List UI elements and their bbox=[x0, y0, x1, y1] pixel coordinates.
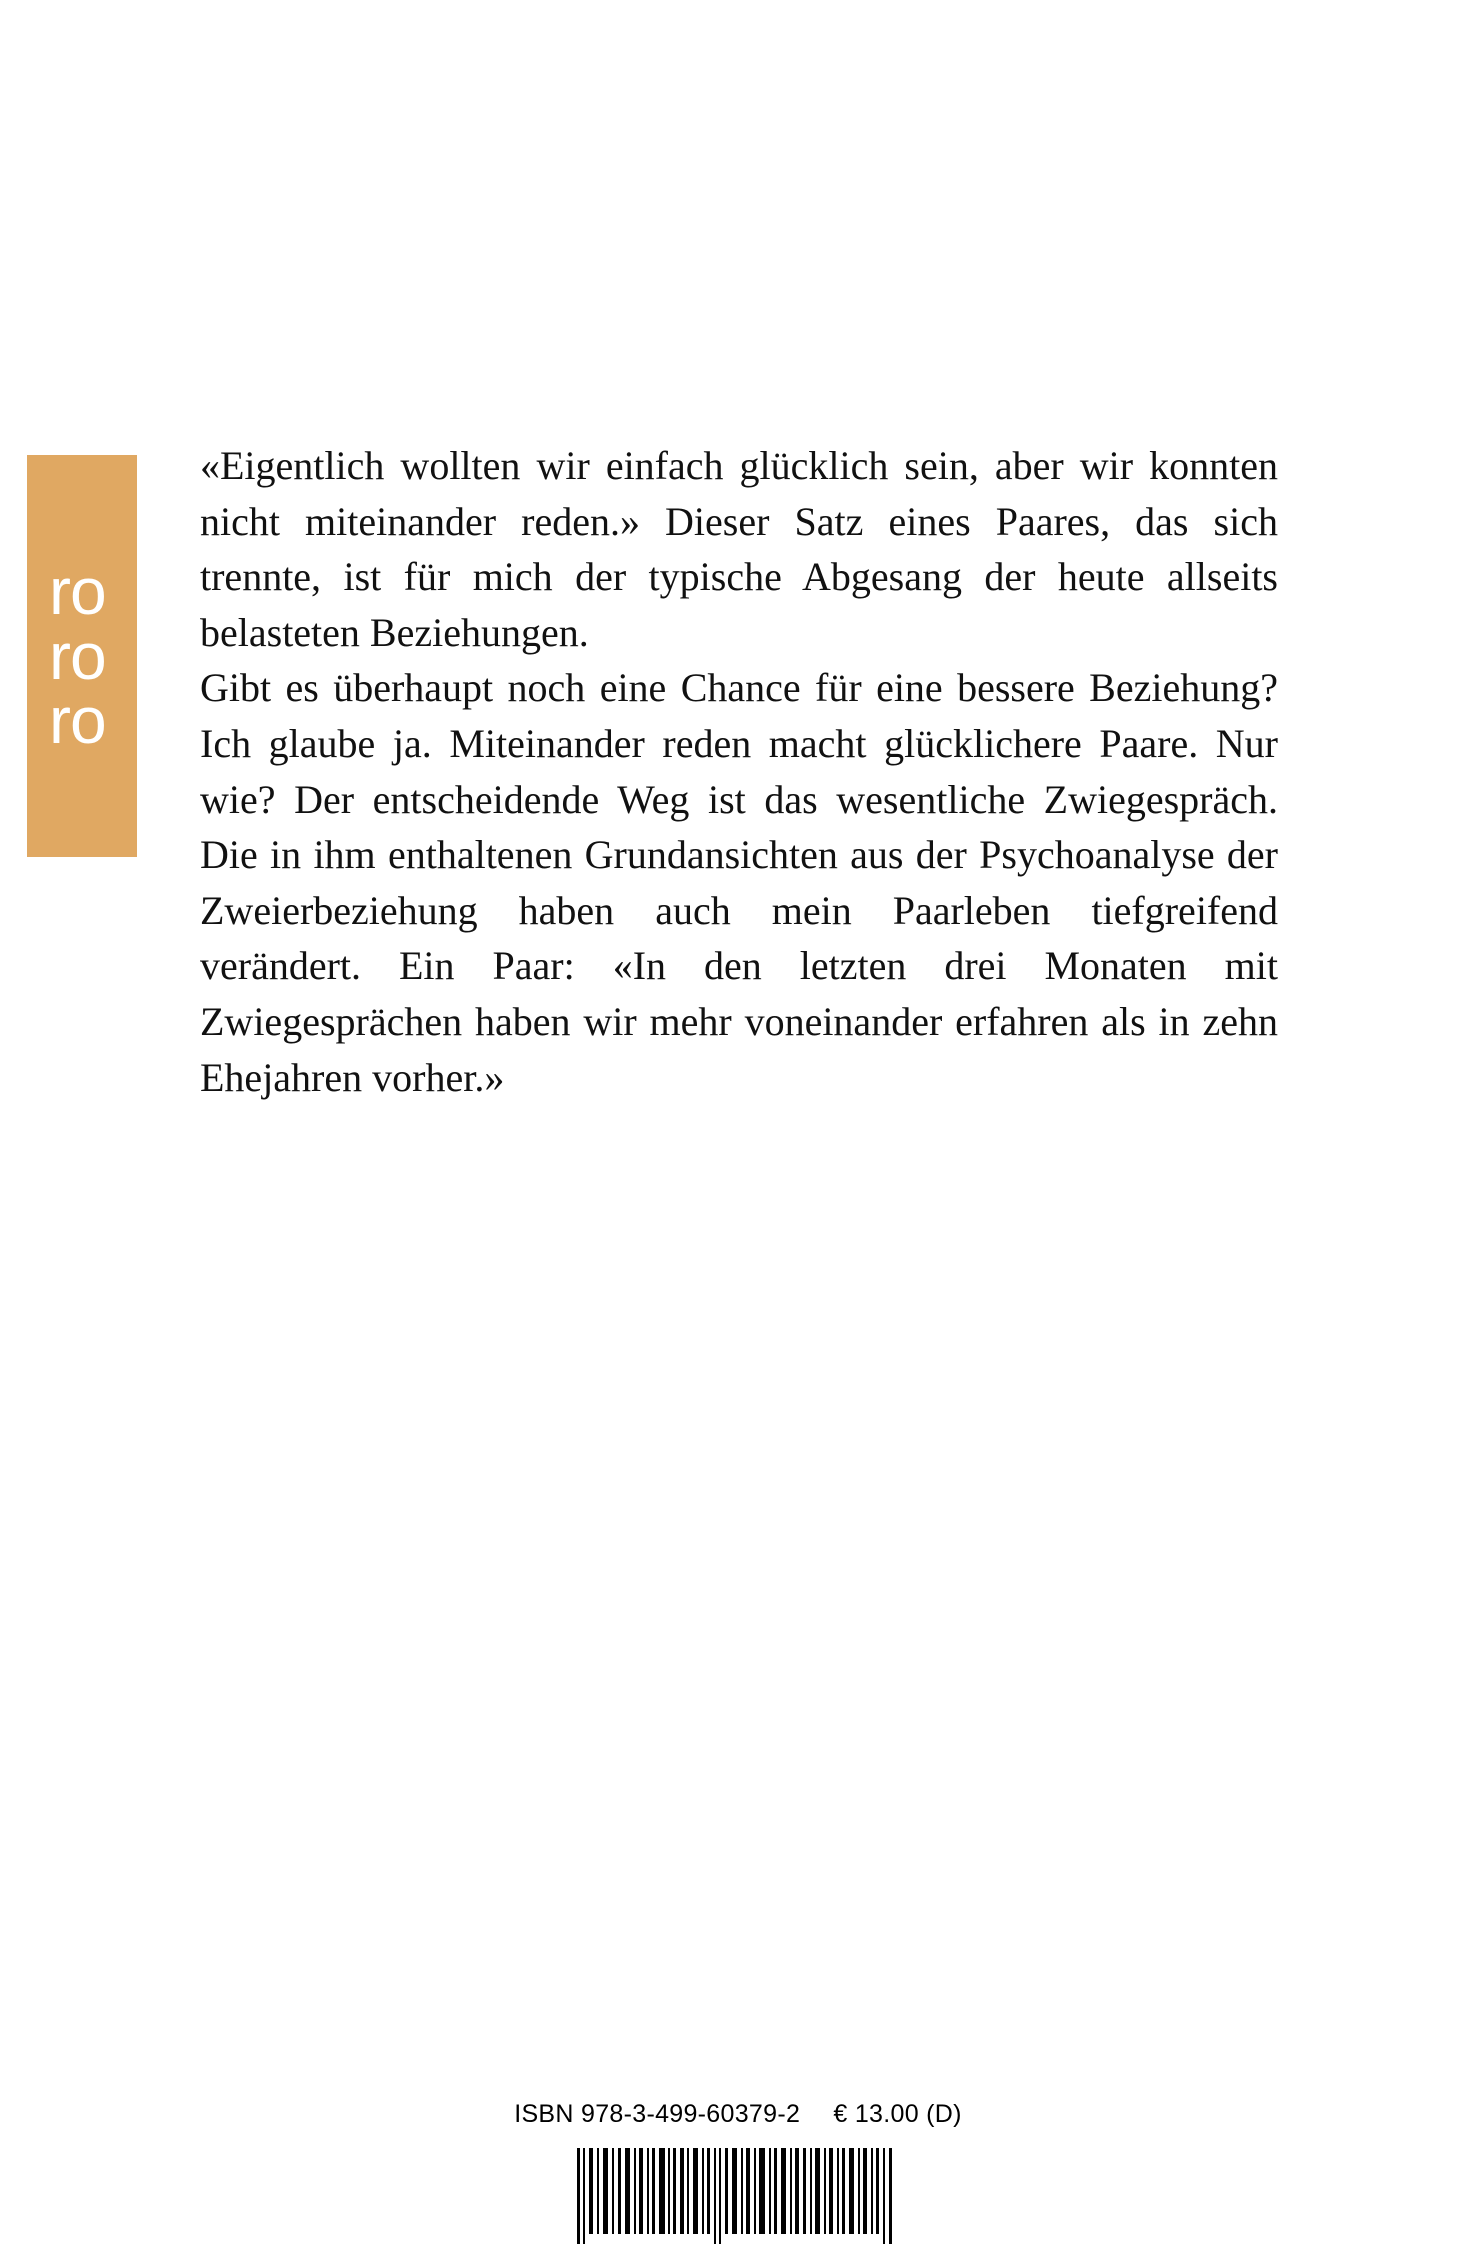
barcode-container bbox=[0, 2148, 1476, 2244]
back-cover-blurb bbox=[200, 438, 1278, 1105]
isbn-price-line bbox=[0, 2100, 1476, 2129]
barcode-image bbox=[573, 2148, 903, 2244]
publisher-logo-line-2: ro bbox=[49, 618, 106, 693]
blurb-paragraph-1: «Eigentlich wollten wir einfach glücklich sein, aber wir konnten nicht miteinander reden.» Dieser Satz eines Paares, das sich trennte, ist für mich der typische Abgesang der heute allseits belasteten Beziehungen. bbox=[200, 443, 1278, 655]
publisher-logo bbox=[27, 455, 137, 857]
isbn-text: ISBN 978-3-499-60379-2 bbox=[514, 2100, 801, 2128]
blurb-paragraph-2: Gibt es überhaupt noch eine Chance für eine bessere Beziehung? Ich glaube ja. Miteinander reden macht glücklichere Paare. Nur wie? Der entscheidende Weg ist das wesentliche Zwiegespräch. Die in ihm enthaltenen Grundansichten aus der Psychoanalyse der Zweierbeziehung haben auch mein Paarleben tiefgreifend verändert. Ein Paar: «In den letzten drei Monaten mit Zwiegesprächen haben wir mehr voneinander erfahren als in zehn Ehejahren vorher.» bbox=[200, 665, 1278, 1100]
publisher-logo-line-1: ro bbox=[49, 553, 106, 628]
price-text: € 13.00 (D) bbox=[833, 2100, 962, 2128]
publisher-logo-line-3: ro bbox=[49, 683, 106, 758]
